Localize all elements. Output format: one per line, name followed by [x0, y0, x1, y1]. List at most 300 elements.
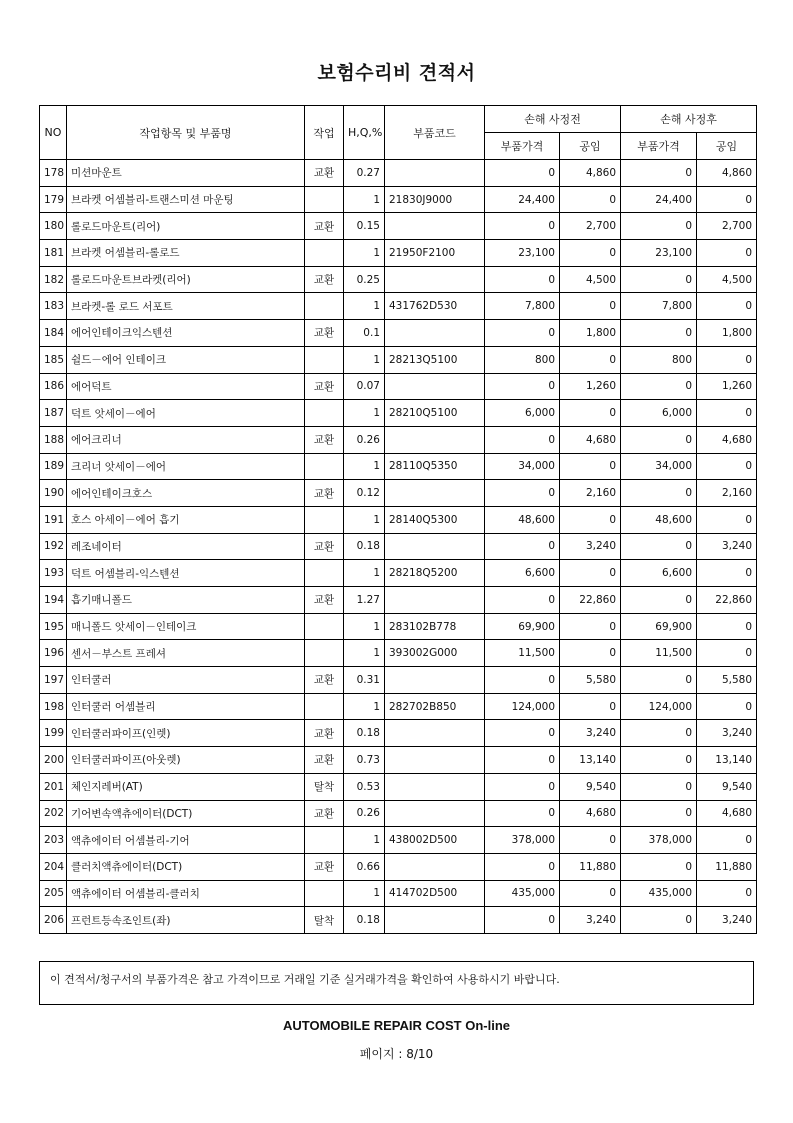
- table-row: [40, 346, 757, 373]
- cell-code: [385, 213, 485, 240]
- cell-item: 에어인테이크호스: [67, 480, 305, 507]
- cell-after-price: 0: [621, 800, 697, 827]
- cell-no: 189: [40, 453, 67, 480]
- cell-after-labor: 0: [697, 880, 757, 907]
- cell-item: 미션마운트: [67, 160, 305, 187]
- cell-no: 201: [40, 773, 67, 800]
- cell-before-labor: 0: [560, 693, 621, 720]
- cell-after-labor: 0: [697, 346, 757, 373]
- cell-work: 교환: [305, 747, 344, 774]
- estimate-table: [39, 105, 757, 934]
- cell-before-price: 48,600: [485, 506, 560, 533]
- cell-work: 교환: [305, 587, 344, 614]
- cell-after-labor: 5,580: [697, 667, 757, 694]
- cell-work: 교환: [305, 533, 344, 560]
- cell-before-price: 0: [485, 853, 560, 880]
- cell-after-labor: 0: [697, 293, 757, 320]
- cell-hq: 0.31: [344, 667, 385, 694]
- cell-work: [305, 560, 344, 587]
- cell-after-labor: 0: [697, 186, 757, 213]
- cell-before-labor: 0: [560, 880, 621, 907]
- cell-before-price: 0: [485, 266, 560, 293]
- cell-hq: 0.18: [344, 720, 385, 747]
- cell-hq: 0.18: [344, 533, 385, 560]
- cell-code: [385, 320, 485, 347]
- cell-after-price: 6,600: [621, 560, 697, 587]
- cell-hq: 1: [344, 506, 385, 533]
- cell-hq: 0.27: [344, 160, 385, 187]
- cell-before-price: 34,000: [485, 453, 560, 480]
- header-before-labor: 공임: [560, 133, 621, 160]
- cell-hq: 0.26: [344, 426, 385, 453]
- table-row: [40, 213, 757, 240]
- cell-code: [385, 773, 485, 800]
- cell-hq: 0.53: [344, 773, 385, 800]
- table-row: [40, 506, 757, 533]
- cell-no: 182: [40, 266, 67, 293]
- cell-hq: 1: [344, 240, 385, 267]
- cell-before-labor: 4,500: [560, 266, 621, 293]
- table-row: [40, 773, 757, 800]
- cell-after-price: 0: [621, 587, 697, 614]
- footer-brand: AUTOMOBILE REPAIR COST On-line: [282, 1018, 511, 1033]
- cell-work: 교환: [305, 266, 344, 293]
- cell-code: 28213Q5100: [385, 346, 485, 373]
- cell-before-labor: 1,800: [560, 320, 621, 347]
- cell-no: 179: [40, 186, 67, 213]
- cell-work: [305, 613, 344, 640]
- table-row: [40, 613, 757, 640]
- cell-item: 매니폴드 앗세이－인테이크: [67, 613, 305, 640]
- cell-code: 28110Q5350: [385, 453, 485, 480]
- cell-after-price: 0: [621, 853, 697, 880]
- cell-before-price: 0: [485, 373, 560, 400]
- cell-after-price: 0: [621, 213, 697, 240]
- cell-work: 교환: [305, 373, 344, 400]
- cell-code: [385, 426, 485, 453]
- cell-before-price: 0: [485, 160, 560, 187]
- cell-after-price: 0: [621, 426, 697, 453]
- cell-before-price: 0: [485, 587, 560, 614]
- table-row: [40, 747, 757, 774]
- notice-box: 이 견적서/청구서의 부품가격은 참고 가격이므로 거래일 기준 실거래가격을 확인하여 사용하시기 바랍니다.: [39, 961, 754, 1005]
- header-before-price: 부품가격: [485, 133, 560, 160]
- cell-after-price: 0: [621, 667, 697, 694]
- cell-hq: 0.73: [344, 747, 385, 774]
- cell-code: [385, 720, 485, 747]
- cell-item: 브라켓-롤 로드 서포트: [67, 293, 305, 320]
- cell-before-price: 0: [485, 800, 560, 827]
- cell-after-price: 0: [621, 533, 697, 560]
- cell-item: 흡기매니폴드: [67, 587, 305, 614]
- cell-no: 200: [40, 747, 67, 774]
- table-row: [40, 293, 757, 320]
- cell-after-price: 6,000: [621, 400, 697, 427]
- cell-no: 195: [40, 613, 67, 640]
- table-row: [40, 640, 757, 667]
- cell-hq: 0.66: [344, 853, 385, 880]
- cell-item: 에어인테이크익스텐션: [67, 320, 305, 347]
- cell-work: [305, 693, 344, 720]
- cell-before-price: 0: [485, 907, 560, 934]
- cell-no: 205: [40, 880, 67, 907]
- cell-item: 클러치액츄에이터(DCT): [67, 853, 305, 880]
- cell-hq: 1: [344, 453, 385, 480]
- cell-before-price: 6,600: [485, 560, 560, 587]
- cell-no: 196: [40, 640, 67, 667]
- cell-work: [305, 400, 344, 427]
- cell-after-labor: 4,680: [697, 800, 757, 827]
- cell-no: 180: [40, 213, 67, 240]
- cell-work: 교환: [305, 720, 344, 747]
- cell-item: 에어크리너: [67, 426, 305, 453]
- cell-no: 204: [40, 853, 67, 880]
- cell-no: 199: [40, 720, 67, 747]
- table-row: [40, 720, 757, 747]
- cell-before-labor: 5,580: [560, 667, 621, 694]
- cell-after-price: 435,000: [621, 880, 697, 907]
- cell-hq: 0.26: [344, 800, 385, 827]
- cell-after-price: 34,000: [621, 453, 697, 480]
- cell-work: 교환: [305, 480, 344, 507]
- cell-before-labor: 4,680: [560, 426, 621, 453]
- cell-work: [305, 453, 344, 480]
- cell-before-price: 11,500: [485, 640, 560, 667]
- cell-after-price: 800: [621, 346, 697, 373]
- table-row: [40, 800, 757, 827]
- cell-item: 인터쿨러: [67, 667, 305, 694]
- cell-after-price: 378,000: [621, 827, 697, 854]
- cell-after-labor: 3,240: [697, 720, 757, 747]
- cell-item: 센서－부스트 프레셔: [67, 640, 305, 667]
- header-work: 작업: [305, 106, 344, 160]
- cell-hq: 1: [344, 346, 385, 373]
- cell-item: 레조네이터: [67, 533, 305, 560]
- cell-after-labor: 0: [697, 640, 757, 667]
- table-row: [40, 667, 757, 694]
- table-row: [40, 880, 757, 907]
- cell-work: [305, 506, 344, 533]
- cell-after-price: 0: [621, 747, 697, 774]
- cell-item: 프런트등속조인트(좌): [67, 907, 305, 934]
- cell-item: 기어변속액츄에이터(DCT): [67, 800, 305, 827]
- cell-no: 203: [40, 827, 67, 854]
- cell-code: [385, 533, 485, 560]
- cell-code: [385, 747, 485, 774]
- cell-before-labor: 2,160: [560, 480, 621, 507]
- cell-item: 덕트 어셈블리-익스텐션: [67, 560, 305, 587]
- cell-before-labor: 0: [560, 186, 621, 213]
- cell-code: 21830J9000: [385, 186, 485, 213]
- table-row: [40, 693, 757, 720]
- cell-item: 인터쿨러파이프(인렛): [67, 720, 305, 747]
- cell-no: 184: [40, 320, 67, 347]
- cell-code: 414702D500: [385, 880, 485, 907]
- cell-no: 198: [40, 693, 67, 720]
- cell-code: 28140Q5300: [385, 506, 485, 533]
- header-code: 부품코드: [385, 106, 485, 160]
- cell-work: 탈착: [305, 907, 344, 934]
- cell-before-labor: 9,540: [560, 773, 621, 800]
- cell-before-labor: 1,260: [560, 373, 621, 400]
- cell-no: 206: [40, 907, 67, 934]
- cell-before-price: 0: [485, 720, 560, 747]
- cell-after-price: 0: [621, 320, 697, 347]
- cell-before-labor: 22,860: [560, 587, 621, 614]
- cell-before-price: 7,800: [485, 293, 560, 320]
- cell-before-price: 0: [485, 533, 560, 560]
- table-row: [40, 320, 757, 347]
- cell-no: 186: [40, 373, 67, 400]
- cell-after-labor: 0: [697, 693, 757, 720]
- cell-no: 193: [40, 560, 67, 587]
- table-row: [40, 480, 757, 507]
- cell-work: [305, 880, 344, 907]
- cell-code: 393002G000: [385, 640, 485, 667]
- cell-after-price: 69,900: [621, 613, 697, 640]
- cell-before-price: 69,900: [485, 613, 560, 640]
- cell-after-labor: 22,860: [697, 587, 757, 614]
- table-row: [40, 853, 757, 880]
- cell-item: 덕트 앗세이－에어: [67, 400, 305, 427]
- cell-before-labor: 11,880: [560, 853, 621, 880]
- cell-hq: 1: [344, 400, 385, 427]
- cell-work: [305, 186, 344, 213]
- cell-after-labor: 3,240: [697, 907, 757, 934]
- cell-work: 탈착: [305, 773, 344, 800]
- cell-work: 교환: [305, 320, 344, 347]
- cell-work: 교환: [305, 160, 344, 187]
- cell-hq: 1: [344, 293, 385, 320]
- cell-before-price: 0: [485, 667, 560, 694]
- cell-work: 교환: [305, 853, 344, 880]
- cell-before-labor: 0: [560, 827, 621, 854]
- cell-after-labor: 0: [697, 613, 757, 640]
- cell-before-labor: 0: [560, 640, 621, 667]
- cell-item: 롤로드마운트브라켓(리어): [67, 266, 305, 293]
- header-before: 손해 사정전: [485, 106, 621, 133]
- table-row: [40, 533, 757, 560]
- cell-code: 438002D500: [385, 827, 485, 854]
- cell-item: 브라켓 어셈블리-롤로드: [67, 240, 305, 267]
- cell-after-price: 0: [621, 720, 697, 747]
- cell-code: [385, 587, 485, 614]
- cell-after-price: 11,500: [621, 640, 697, 667]
- cell-before-price: 0: [485, 773, 560, 800]
- cell-after-labor: 0: [697, 400, 757, 427]
- cell-before-labor: 0: [560, 240, 621, 267]
- cell-hq: 0.07: [344, 373, 385, 400]
- table-row: [40, 453, 757, 480]
- cell-after-price: 0: [621, 907, 697, 934]
- cell-item: 체인지레버(AT): [67, 773, 305, 800]
- cell-after-price: 0: [621, 266, 697, 293]
- table-row: [40, 400, 757, 427]
- cell-after-labor: 4,860: [697, 160, 757, 187]
- cell-item: 에어덕트: [67, 373, 305, 400]
- cell-hq: 0.25: [344, 266, 385, 293]
- cell-work: [305, 293, 344, 320]
- cell-item: 크리너 앗세이－에어: [67, 453, 305, 480]
- cell-code: [385, 373, 485, 400]
- table-row: [40, 827, 757, 854]
- cell-before-price: 124,000: [485, 693, 560, 720]
- cell-item: 브라켓 어셈블리-트랜스미션 마운팅: [67, 186, 305, 213]
- page-number: 페이지 : 8/10: [359, 1047, 434, 1061]
- cell-no: 197: [40, 667, 67, 694]
- cell-before-labor: 0: [560, 346, 621, 373]
- cell-after-price: 0: [621, 160, 697, 187]
- cell-after-labor: 13,140: [697, 747, 757, 774]
- cell-before-price: 0: [485, 480, 560, 507]
- cell-after-price: 24,400: [621, 186, 697, 213]
- cell-code: 283102B778: [385, 613, 485, 640]
- cell-before-labor: 4,860: [560, 160, 621, 187]
- cell-hq: 1: [344, 693, 385, 720]
- cell-before-price: 378,000: [485, 827, 560, 854]
- cell-after-price: 0: [621, 373, 697, 400]
- cell-hq: 1: [344, 880, 385, 907]
- header-after: 손해 사정후: [621, 106, 757, 133]
- cell-hq: 1: [344, 827, 385, 854]
- cell-work: 교환: [305, 667, 344, 694]
- cell-hq: 1: [344, 560, 385, 587]
- cell-no: 185: [40, 346, 67, 373]
- cell-hq: 0.12: [344, 480, 385, 507]
- cell-after-labor: 4,680: [697, 426, 757, 453]
- estimate-rows: [40, 160, 757, 934]
- cell-after-labor: 0: [697, 506, 757, 533]
- cell-after-price: 124,000: [621, 693, 697, 720]
- cell-code: [385, 853, 485, 880]
- cell-code: [385, 667, 485, 694]
- cell-before-labor: 3,240: [560, 720, 621, 747]
- cell-before-price: 800: [485, 346, 560, 373]
- cell-after-labor: 2,160: [697, 480, 757, 507]
- cell-no: 181: [40, 240, 67, 267]
- cell-item: 인터쿨러파이프(아웃렛): [67, 747, 305, 774]
- cell-after-labor: 4,500: [697, 266, 757, 293]
- header-item: 작업항목 및 부품명: [67, 106, 305, 160]
- cell-before-labor: 0: [560, 293, 621, 320]
- cell-item: 쉴드－에어 인테이크: [67, 346, 305, 373]
- header-after-price: 부품가격: [621, 133, 697, 160]
- table-row: [40, 907, 757, 934]
- cell-hq: 0.15: [344, 213, 385, 240]
- cell-no: 202: [40, 800, 67, 827]
- table-row: [40, 160, 757, 187]
- cell-hq: 1: [344, 640, 385, 667]
- header-no: NO: [40, 106, 67, 160]
- cell-work: 교환: [305, 213, 344, 240]
- table-row: [40, 587, 757, 614]
- cell-after-price: 7,800: [621, 293, 697, 320]
- table-row: [40, 373, 757, 400]
- cell-code: 28218Q5200: [385, 560, 485, 587]
- cell-code: [385, 160, 485, 187]
- cell-before-labor: 2,700: [560, 213, 621, 240]
- table-row: [40, 426, 757, 453]
- cell-no: 187: [40, 400, 67, 427]
- cell-before-price: 0: [485, 213, 560, 240]
- cell-hq: 0.18: [344, 907, 385, 934]
- cell-no: 183: [40, 293, 67, 320]
- table-row: [40, 186, 757, 213]
- cell-before-labor: 3,240: [560, 533, 621, 560]
- cell-before-price: 6,000: [485, 400, 560, 427]
- cell-before-labor: 0: [560, 453, 621, 480]
- cell-before-labor: 0: [560, 613, 621, 640]
- cell-after-labor: 2,700: [697, 213, 757, 240]
- cell-before-price: 0: [485, 747, 560, 774]
- cell-before-price: 24,400: [485, 186, 560, 213]
- cell-hq: 1.27: [344, 587, 385, 614]
- cell-code: [385, 907, 485, 934]
- cell-no: 188: [40, 426, 67, 453]
- cell-item: 롤로드마운트(리어): [67, 213, 305, 240]
- document-title: 보험수리비 견적서: [317, 62, 476, 84]
- cell-after-labor: 0: [697, 453, 757, 480]
- cell-before-labor: 4,680: [560, 800, 621, 827]
- cell-work: [305, 640, 344, 667]
- cell-no: 190: [40, 480, 67, 507]
- cell-hq: 1: [344, 613, 385, 640]
- cell-before-labor: 0: [560, 560, 621, 587]
- cell-code: 28210Q5100: [385, 400, 485, 427]
- cell-before-price: 0: [485, 320, 560, 347]
- cell-code: [385, 480, 485, 507]
- cell-work: [305, 240, 344, 267]
- cell-after-labor: 1,800: [697, 320, 757, 347]
- cell-hq: 1: [344, 186, 385, 213]
- cell-no: 192: [40, 533, 67, 560]
- cell-after-price: 23,100: [621, 240, 697, 267]
- cell-before-labor: 13,140: [560, 747, 621, 774]
- cell-no: 178: [40, 160, 67, 187]
- cell-work: 교환: [305, 426, 344, 453]
- cell-after-labor: 9,540: [697, 773, 757, 800]
- cell-item: 호스 아세이－에어 흡기: [67, 506, 305, 533]
- cell-before-labor: 0: [560, 506, 621, 533]
- table-row: [40, 560, 757, 587]
- cell-after-labor: 0: [697, 827, 757, 854]
- cell-before-price: 0: [485, 426, 560, 453]
- cell-after-labor: 11,880: [697, 853, 757, 880]
- cell-code: 282702B850: [385, 693, 485, 720]
- cell-code: 431762D530: [385, 293, 485, 320]
- cell-after-price: 48,600: [621, 506, 697, 533]
- cell-item: 인터쿨러 어셈블리: [67, 693, 305, 720]
- cell-code: [385, 266, 485, 293]
- cell-work: [305, 827, 344, 854]
- cell-after-labor: 0: [697, 240, 757, 267]
- cell-after-labor: 0: [697, 560, 757, 587]
- cell-before-labor: 3,240: [560, 907, 621, 934]
- cell-item: 액츄에이터 어셈블리-기어: [67, 827, 305, 854]
- table-row: [40, 240, 757, 267]
- cell-after-labor: 3,240: [697, 533, 757, 560]
- cell-after-price: 0: [621, 480, 697, 507]
- cell-before-price: 435,000: [485, 880, 560, 907]
- cell-code: [385, 800, 485, 827]
- cell-work: [305, 346, 344, 373]
- cell-before-price: 23,100: [485, 240, 560, 267]
- table-row: [40, 266, 757, 293]
- cell-no: 191: [40, 506, 67, 533]
- cell-item: 액츄에이터 어셈블리-클러치: [67, 880, 305, 907]
- cell-after-price: 0: [621, 773, 697, 800]
- cell-hq: 0.1: [344, 320, 385, 347]
